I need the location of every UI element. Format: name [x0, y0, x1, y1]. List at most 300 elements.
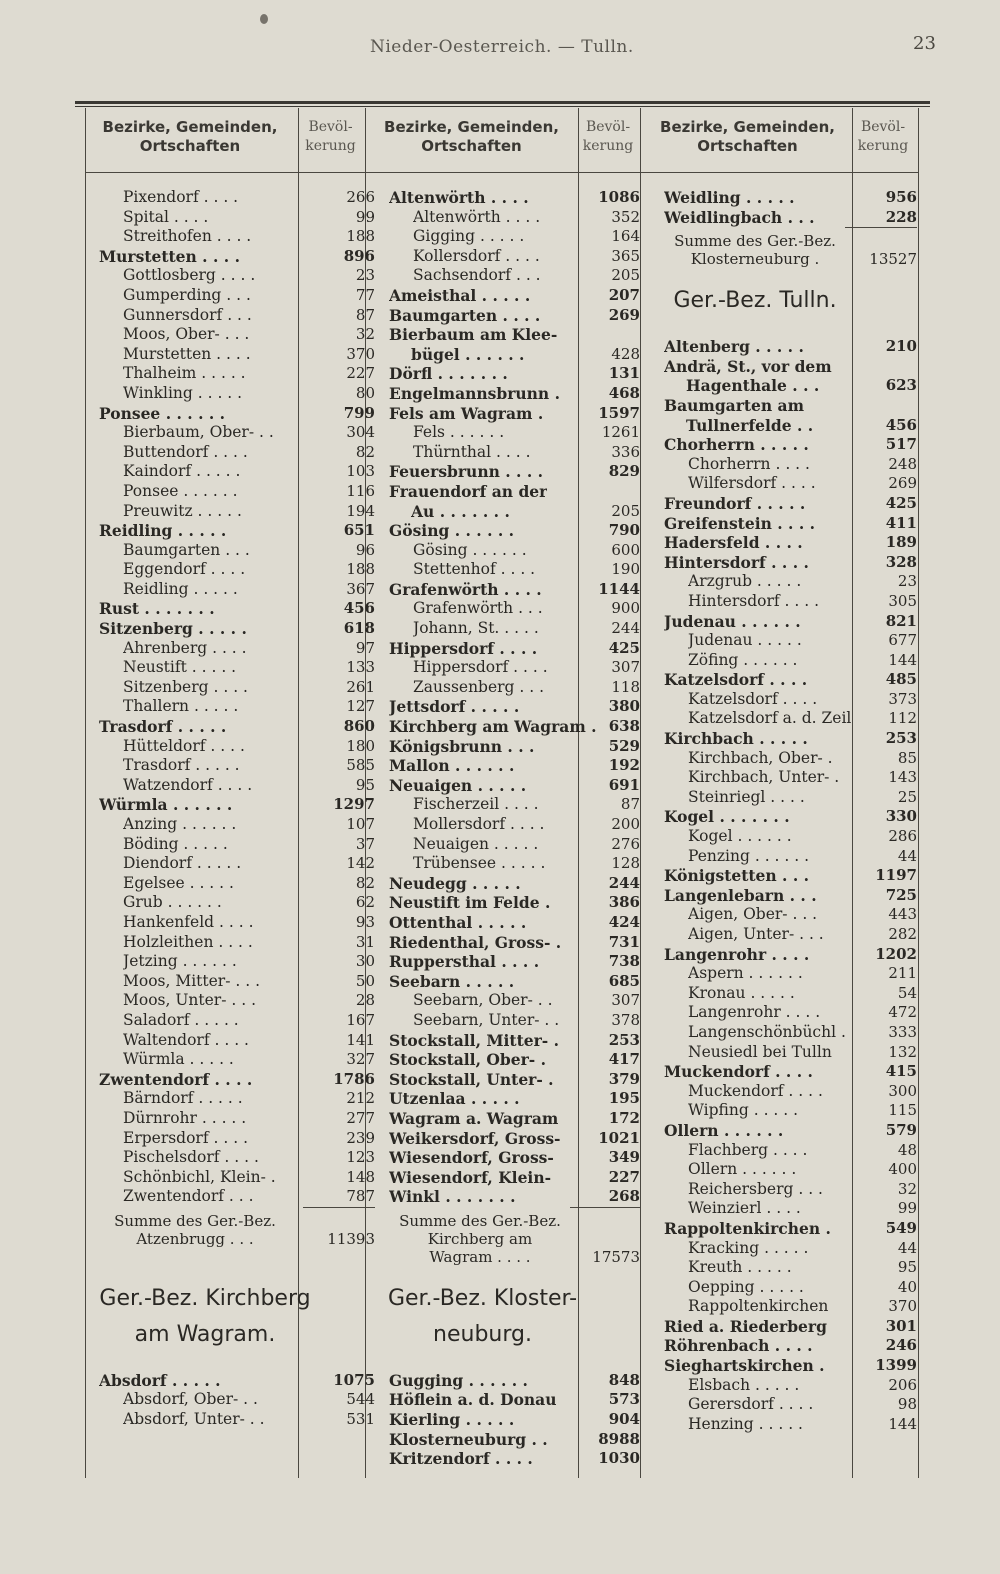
place-name: Hagenthale . . .	[686, 376, 820, 396]
table-row	[650, 1062, 922, 1082]
table-row	[375, 1050, 650, 1070]
place-name: Wiesendorf, Klein-	[389, 1167, 552, 1187]
population-value: 304	[346, 423, 375, 442]
place-name: Kronau . . . . .	[688, 983, 795, 1002]
table-row	[650, 1376, 922, 1396]
table-row	[650, 905, 922, 925]
table-row	[650, 1043, 922, 1063]
place-name: Dürnrohr . . . . .	[123, 1108, 247, 1127]
place-name: Fischerzeil . . . .	[413, 795, 539, 814]
place-name: Grafenwörth . . .	[413, 599, 543, 618]
table-row	[650, 1160, 922, 1180]
population-value: 261	[346, 677, 375, 696]
population-value: 956	[885, 188, 917, 206]
place-name: Zaussenberg . . .	[413, 677, 545, 696]
population-value: 82	[355, 442, 375, 461]
place-name: Röhrenbach . . . .	[664, 1336, 813, 1356]
sum-value: 13527	[869, 250, 917, 269]
table-row	[650, 1395, 922, 1415]
table-row	[85, 1050, 385, 1070]
place-name: Neusiedl bei Tulln	[688, 1042, 832, 1061]
population-value: 96	[355, 540, 375, 559]
place-name: Ollern . . . . . .	[664, 1120, 784, 1140]
place-name: Watzendorf . . . .	[123, 775, 253, 794]
population-value: 172	[608, 1108, 640, 1127]
place-name: Absdorf, Ober- . .	[123, 1390, 258, 1409]
table-row	[650, 188, 922, 208]
place-name: Oepping . . . . .	[688, 1277, 804, 1296]
table-row	[375, 991, 650, 1011]
table-row	[650, 572, 922, 592]
table-row	[375, 795, 650, 815]
place-name: Ponsee . . . . . .	[99, 403, 226, 423]
population-value: 1197	[875, 866, 917, 885]
table-row	[85, 345, 385, 365]
place-name: Neudegg . . . . .	[389, 873, 521, 893]
place-name: Seebarn, Ober- . .	[413, 991, 553, 1010]
population-value: 167	[346, 1010, 375, 1029]
table-row	[650, 1180, 922, 1200]
place-name: Greifenstein . . . .	[664, 513, 816, 533]
table-row	[375, 208, 650, 228]
population-value: 691	[608, 775, 640, 794]
place-name: Jettsdorf . . . . .	[389, 697, 520, 717]
population-value: 379	[608, 1069, 640, 1088]
place-name: Katzelsdorf a. d. Zeil	[688, 709, 852, 728]
population-value: 268	[608, 1187, 640, 1206]
table-row	[375, 521, 650, 541]
table-row	[650, 749, 922, 769]
district-sum	[375, 1207, 650, 1269]
table-row	[650, 455, 922, 475]
entry-list	[650, 188, 922, 1434]
table-row	[650, 768, 922, 788]
table-row	[85, 188, 385, 208]
population-value: 1030	[598, 1449, 640, 1468]
population-value: 99	[897, 1199, 917, 1218]
column-2	[375, 108, 650, 1483]
place-name: Altenwörth . . . .	[389, 188, 529, 207]
population-value: 848	[608, 1370, 640, 1389]
table-row	[85, 462, 385, 482]
top-rule	[75, 101, 930, 104]
population-value: 651	[343, 521, 375, 540]
place-name: Gottlosberg . . . .	[123, 266, 256, 285]
table-row	[650, 396, 922, 416]
entry-list	[375, 188, 650, 1469]
table-row	[375, 893, 650, 913]
column-3	[650, 108, 922, 1483]
population-value: 23	[355, 266, 375, 285]
place-name: Saladorf . . . . .	[123, 1010, 239, 1029]
place-name: Murstetten . . . .	[99, 246, 240, 266]
table-row	[375, 697, 650, 717]
population-value: 638	[608, 717, 640, 736]
population-value: 269	[608, 305, 640, 324]
place-name: Baumgarten . . .	[123, 540, 250, 559]
population-value: 365	[611, 246, 640, 265]
population-value: 277	[346, 1108, 375, 1127]
place-name: Bärndorf . . . . .	[123, 1089, 243, 1108]
population-value: 1597	[598, 403, 640, 422]
header-name: Bezirke, Gemeinden, Ortschaften	[384, 118, 559, 155]
population-value: 1144	[598, 579, 640, 598]
table-row	[650, 670, 922, 690]
place-name: Chorherrn . . . . .	[664, 435, 809, 455]
table-row	[650, 1003, 922, 1023]
place-name: Feuersbrunn . . . .	[389, 462, 544, 482]
table-row	[85, 991, 385, 1011]
header-name: Bezirke, Gemeinden, Ortschaften	[102, 118, 278, 155]
population-value: 40	[897, 1277, 917, 1296]
table-row	[650, 925, 922, 945]
table-row	[85, 580, 385, 600]
top-rule-thin	[75, 106, 930, 107]
table-row	[85, 854, 385, 874]
population-value: 228	[885, 207, 917, 226]
place-name: Ruppersthal . . . .	[389, 952, 540, 972]
sum-label: Summe des Ger.-Bez.	[674, 232, 836, 251]
place-name: Dörfl . . . . . . .	[389, 364, 508, 384]
place-name: Utzenlaa . . . . .	[389, 1089, 520, 1109]
table-row	[85, 619, 385, 639]
table-row	[375, 188, 650, 208]
table-row	[375, 482, 650, 502]
place-name: Rust . . . . . . .	[99, 599, 215, 619]
population-value: 1086	[598, 188, 640, 206]
sum-label: Summe des Ger.-Bez.	[399, 1211, 561, 1230]
table-row	[375, 247, 650, 267]
table-row	[85, 658, 385, 678]
population-value: 328	[885, 552, 917, 571]
running-title: Nieder-Oesterreich. — Tulln.	[370, 37, 634, 57]
table-row	[650, 1121, 922, 1141]
place-name: Ahrenberg . . . .	[123, 638, 247, 657]
population-value: 370	[346, 344, 375, 363]
place-name: Tullnerfelde . .	[686, 415, 814, 435]
table-row	[375, 835, 650, 855]
table-row	[85, 1390, 385, 1410]
population-value: 118	[611, 677, 640, 696]
place-name: Zwentendorf . . .	[123, 1187, 254, 1206]
district-heading-line: am Wagram.	[134, 1321, 276, 1347]
place-name: Grub . . . . . .	[123, 893, 222, 912]
population-value: 23	[897, 572, 917, 591]
place-name: Kritzendorf . . . .	[389, 1449, 533, 1469]
population-value: 37	[355, 834, 375, 853]
place-name: Kirchbach, Ober- .	[688, 748, 833, 767]
population-value: 189	[885, 533, 917, 552]
table-row	[85, 737, 385, 757]
place-name: Bierbaum, Ober- . .	[123, 423, 274, 442]
header-population: Bevöl- kerung	[305, 119, 356, 154]
population-value: 307	[611, 658, 640, 677]
table-row	[375, 1148, 650, 1168]
table-row	[85, 1109, 385, 1129]
population-value: 472	[888, 1003, 917, 1022]
population-value: 85	[897, 748, 917, 767]
table-row	[375, 1371, 650, 1391]
sum-district: Klosterneuburg .	[690, 250, 820, 269]
district-heading-line: Ger.-Bez. Tulln.	[673, 288, 837, 314]
population-value: 573	[608, 1390, 640, 1409]
table-row	[85, 286, 385, 306]
table-row	[650, 1278, 922, 1298]
population-value: 415	[885, 1062, 917, 1081]
place-name: Pixendorf . . . .	[123, 188, 239, 206]
population-value: 370	[888, 1297, 917, 1316]
population-value: 144	[888, 1414, 917, 1433]
table-row	[375, 737, 650, 757]
place-name: Kirchbach, Unter- .	[688, 768, 840, 787]
place-name: Wagram a. Wagram	[389, 1108, 559, 1128]
population-value: 32	[897, 1179, 917, 1198]
table-row	[85, 795, 385, 815]
population-value: 107	[346, 815, 375, 833]
population-value: 1786	[333, 1069, 375, 1088]
population-value: 50	[355, 971, 375, 990]
table-row	[650, 984, 922, 1004]
population-value: 211	[888, 964, 917, 983]
table-row	[375, 972, 650, 992]
population-value: 424	[608, 912, 640, 931]
place-name: Königsbrunn . . .	[389, 736, 535, 756]
population-value: 269	[888, 474, 917, 493]
population-value: 468	[608, 383, 640, 402]
place-name: Wilfersdorf . . . .	[688, 474, 816, 493]
place-name: Muckendorf . . . .	[688, 1081, 823, 1100]
table-row	[650, 847, 922, 867]
table-row	[650, 964, 922, 984]
population-value: 286	[888, 827, 917, 846]
population-value: 8988	[598, 1429, 640, 1448]
table-row	[650, 651, 922, 671]
table-row	[85, 815, 385, 835]
population-value: 194	[346, 501, 375, 520]
table-row	[375, 443, 650, 463]
table-row	[650, 553, 922, 573]
population-value: 28	[355, 991, 375, 1010]
population-value: 327	[346, 1050, 375, 1069]
place-name: Weidlingbach . . .	[664, 207, 815, 227]
population-value: 98	[897, 1395, 917, 1414]
place-name: Neustift . . . . .	[123, 658, 237, 677]
population-value: 123	[346, 1148, 375, 1167]
population-value: 386	[608, 893, 640, 912]
population-value: 54	[897, 983, 917, 1002]
population-value: 93	[355, 912, 375, 931]
table-row	[375, 423, 650, 443]
table-row	[85, 306, 385, 326]
header-name: Bezirke, Gemeinden, Ortschaften	[660, 118, 835, 155]
table-row	[650, 592, 922, 612]
population-value: 103	[346, 462, 375, 481]
place-name: Gumperding . . .	[123, 285, 251, 304]
place-name: Mallon . . . . . .	[389, 756, 515, 776]
place-name: Thallern . . . . .	[123, 697, 239, 716]
table-row	[375, 1089, 650, 1109]
place-name: Neuaigen . . . . .	[389, 775, 527, 795]
place-name: Diendorf . . . . .	[123, 854, 242, 873]
place-name: Altenberg . . . . .	[664, 337, 804, 357]
table-row	[650, 474, 922, 494]
district-heading-line: Ger.-Bez. Kloster-	[387, 1285, 578, 1311]
population-value: 239	[346, 1128, 375, 1147]
place-name: Frauendorf an der	[389, 481, 548, 501]
table-row	[650, 416, 922, 436]
table-row	[85, 443, 385, 463]
table-row	[85, 266, 385, 286]
place-name: Aigen, Ober- . . .	[688, 905, 818, 924]
place-name: Stockstall, Ober- .	[389, 1050, 546, 1070]
place-name: Moos, Unter- . . .	[123, 991, 256, 1010]
place-name: Anzing . . . . . .	[123, 815, 237, 833]
place-name: Grafenwörth . . . .	[389, 579, 542, 599]
population-value: 443	[888, 905, 917, 924]
table-row	[650, 827, 922, 847]
place-name: Kollersdorf . . . .	[413, 246, 540, 265]
population-value: 600	[611, 540, 640, 559]
place-name: Jetzing . . . . . .	[123, 952, 237, 971]
population-value: 180	[346, 736, 375, 755]
place-name: Gösing . . . . . .	[389, 521, 515, 541]
table-row	[375, 1070, 650, 1090]
population-value: 1021	[598, 1128, 640, 1147]
population-value: 276	[611, 834, 640, 853]
table-row	[650, 1239, 922, 1259]
place-name: Hintersdorf . . . .	[688, 591, 820, 610]
table-row	[650, 612, 922, 632]
population-value: 787	[346, 1187, 375, 1206]
population-value: 456	[885, 415, 917, 434]
table-row	[375, 639, 650, 659]
place-name: Judenau . . . . .	[688, 631, 802, 650]
population-value: 82	[355, 873, 375, 892]
place-name: Winkl . . . . . . .	[389, 1187, 516, 1207]
table-row	[85, 1410, 385, 1430]
population-value: 517	[885, 435, 917, 454]
table-row	[650, 788, 922, 808]
place-name: Kogel . . . . . . .	[664, 807, 790, 827]
population-value: 246	[885, 1336, 917, 1355]
place-name: Absdorf . . . . .	[99, 1370, 221, 1390]
table-row	[375, 266, 650, 286]
table-row	[85, 423, 385, 443]
place-name: Ollern . . . . . .	[688, 1160, 797, 1179]
place-name: Baumgarten am	[664, 395, 804, 415]
population-value: 44	[897, 846, 917, 865]
population-value: 333	[888, 1022, 917, 1041]
table-row	[650, 533, 922, 553]
table-row	[375, 1449, 650, 1469]
table-row	[85, 639, 385, 659]
column-header	[365, 108, 640, 173]
population-value: 623	[885, 376, 917, 395]
table-row	[650, 1141, 922, 1161]
population-value: 1297	[333, 795, 375, 814]
place-name: Höflein a. d. Donau	[389, 1390, 557, 1410]
table-row	[375, 541, 650, 561]
district-heading	[375, 1269, 650, 1371]
table-row	[85, 893, 385, 913]
table-row	[375, 952, 650, 972]
place-name: Kaindorf . . . . .	[123, 462, 241, 481]
place-name: Riedenthal, Gross- .	[389, 932, 562, 952]
table-row	[85, 208, 385, 228]
place-name: Holzleithen . . . .	[123, 932, 253, 951]
table-row	[375, 227, 650, 247]
population-value: 127	[346, 697, 375, 716]
population-value: 677	[888, 631, 917, 650]
sum-value: 11393	[327, 1229, 375, 1248]
population-value: 896	[343, 246, 375, 265]
place-name: Reichersberg . . .	[688, 1179, 823, 1198]
population-value: 425	[608, 638, 640, 657]
table-row	[650, 709, 922, 729]
population-value: 142	[346, 854, 375, 873]
sum-value: 17573	[592, 1247, 640, 1266]
sum-rule	[845, 227, 917, 228]
population-value: 549	[885, 1218, 917, 1237]
district-heading-line: neuburg.	[433, 1321, 532, 1347]
place-name: Murstetten . . . .	[123, 344, 251, 363]
place-name: Hippersdorf . . . .	[389, 638, 538, 658]
population-value: 200	[611, 815, 640, 833]
place-name: Ponsee . . . . . .	[123, 481, 238, 500]
population-value: 378	[611, 1010, 640, 1029]
place-name: Zwentendorf . . . .	[99, 1069, 253, 1089]
table-row	[375, 933, 650, 953]
population-value: 31	[355, 932, 375, 951]
population-value: 305	[888, 591, 917, 610]
population-value: 253	[608, 1030, 640, 1049]
sum-label: Summe des Ger.-Bez.	[114, 1211, 276, 1230]
table-row	[650, 1199, 922, 1219]
table-row	[650, 435, 922, 455]
district-heading-line: Ger.-Bez. Kirchberg	[99, 1285, 311, 1311]
table-row	[375, 286, 650, 306]
table-row	[650, 1023, 922, 1043]
table-row	[650, 1101, 922, 1121]
place-name: Waltendorf . . . .	[123, 1030, 249, 1049]
population-value: 190	[611, 560, 640, 579]
place-name: Zöfing . . . . . .	[688, 650, 798, 669]
table-row	[375, 815, 650, 835]
table-row	[650, 494, 922, 514]
table-row	[375, 1031, 650, 1051]
table-row	[85, 482, 385, 502]
population-value: 80	[355, 383, 375, 402]
place-name: Klosterneuburg . .	[389, 1429, 548, 1449]
sum-district-cont: Wagram . . . .	[429, 1247, 531, 1266]
population-value: 790	[608, 521, 640, 540]
table-row	[650, 886, 922, 906]
place-name: Au . . . . . . .	[411, 501, 510, 521]
place-name: Königstetten . . .	[664, 866, 810, 886]
table-row	[375, 913, 650, 933]
place-name: Langenschönbüchl .	[688, 1022, 846, 1041]
table-row	[85, 933, 385, 953]
population-value: 133	[346, 658, 375, 677]
population-value: 799	[343, 403, 375, 422]
population-value: 244	[608, 873, 640, 892]
place-name: Langenlebarn . . .	[664, 885, 817, 905]
table-row	[375, 364, 650, 384]
place-name: Arzgrub . . . . .	[688, 572, 802, 591]
place-name: Altenwörth . . . .	[413, 207, 541, 226]
table-row	[650, 208, 922, 228]
table-row	[85, 227, 385, 247]
